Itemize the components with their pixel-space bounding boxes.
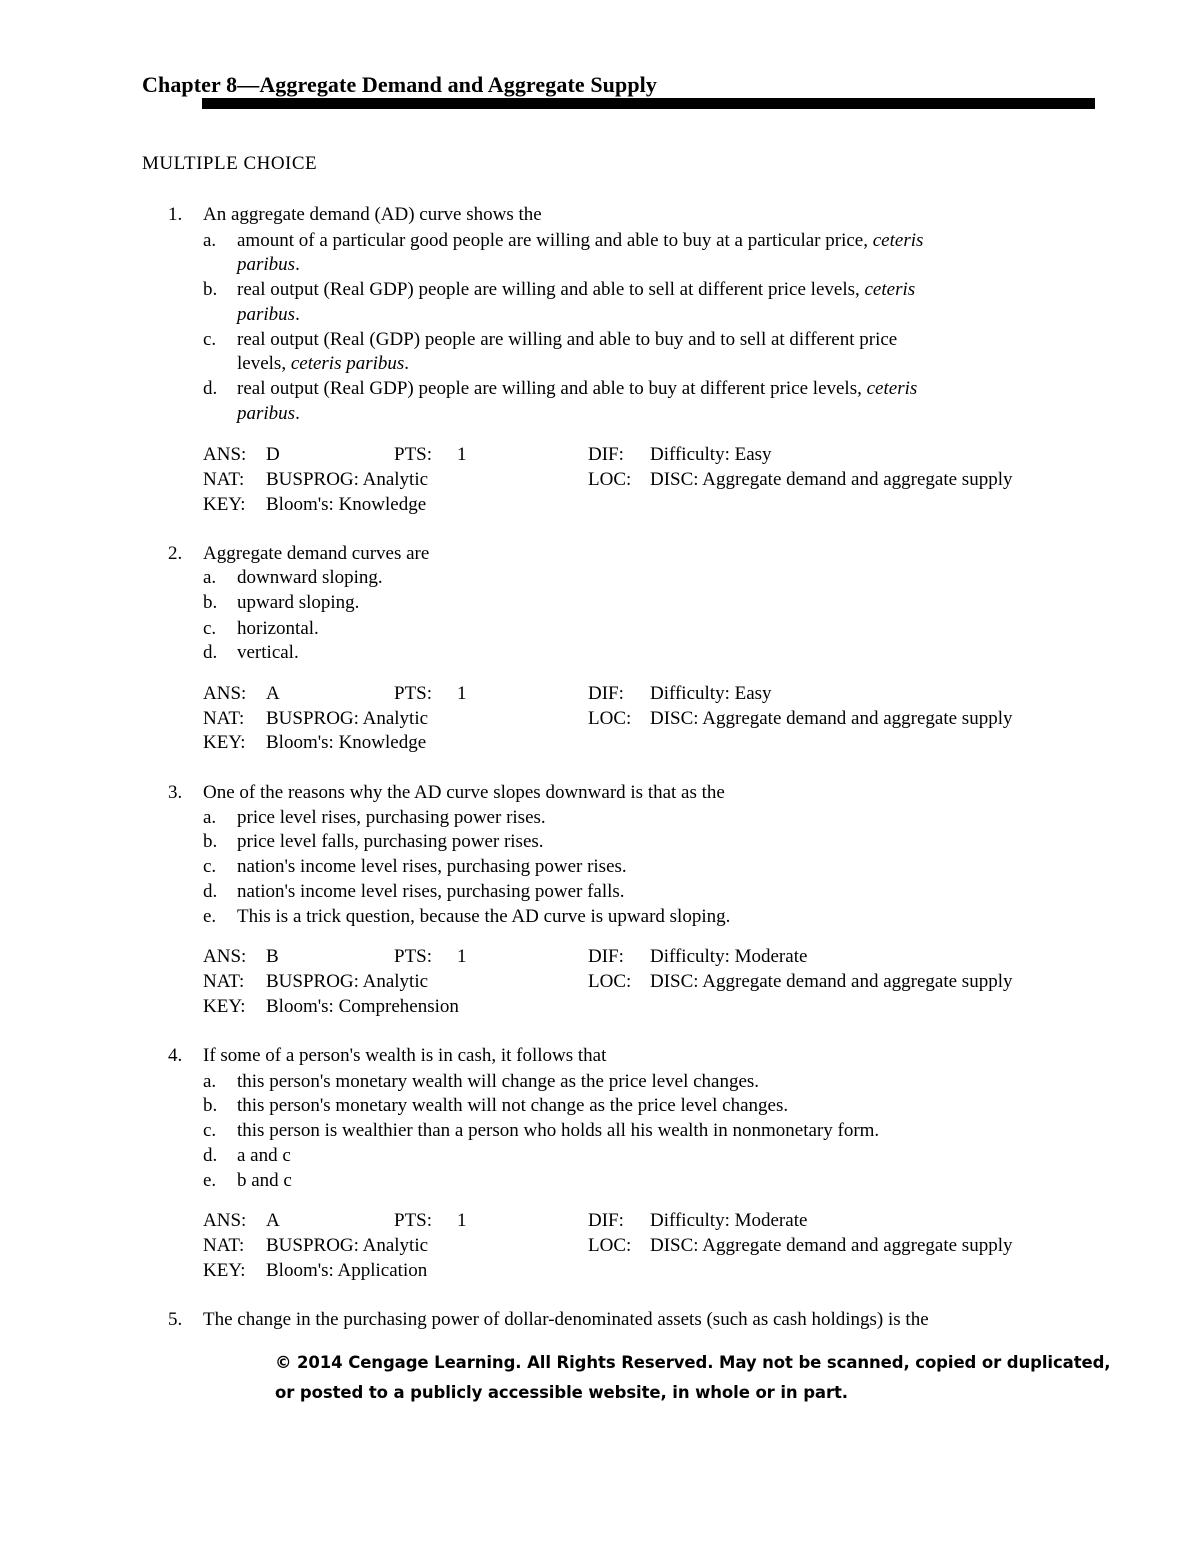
question-number: 3. bbox=[168, 782, 183, 803]
option-letter: b. bbox=[203, 1095, 218, 1116]
key-label: KEY: bbox=[203, 494, 246, 515]
option-letter: b. bbox=[203, 279, 218, 300]
option-text: nation's income level rises, purchasing power falls. bbox=[237, 881, 625, 902]
option-letter: b. bbox=[203, 831, 218, 852]
loc-label: LOC: bbox=[588, 469, 632, 490]
option-text: this person's monetary wealth will change as the price level changes. bbox=[237, 1071, 760, 1092]
option-text: price level rises, purchasing power rises. bbox=[237, 807, 546, 828]
option-text: horizontal. bbox=[237, 618, 319, 639]
nat-label: NAT: bbox=[203, 971, 245, 992]
dif-value: Difficulty: Moderate bbox=[650, 946, 808, 967]
option-letter: c. bbox=[203, 329, 217, 350]
ans-label: ANS: bbox=[203, 946, 247, 967]
question-stem: The change in the purchasing power of dollar-denominated assets (such as cash holdings) is the bbox=[203, 1309, 929, 1330]
question-number: 1. bbox=[168, 204, 183, 225]
question-number: 5. bbox=[168, 1309, 183, 1330]
nat-label: NAT: bbox=[203, 469, 245, 490]
ans-value: A bbox=[266, 683, 280, 704]
loc-label: LOC: bbox=[588, 708, 632, 729]
ans-value: B bbox=[266, 946, 279, 967]
question-stem: An aggregate demand (AD) curve shows the bbox=[203, 204, 542, 225]
option-letter: c. bbox=[203, 1120, 217, 1141]
pts-label: PTS: bbox=[394, 444, 433, 465]
dif-label: DIF: bbox=[588, 1210, 624, 1231]
option-text: real output (Real GDP) people are willing and able to sell at different price levels, ceteris bbox=[237, 279, 916, 300]
option-text: real output (Real (GDP) people are willing and able to buy and to sell at different price bbox=[237, 329, 898, 350]
question-stem: Aggregate demand curves are bbox=[203, 543, 430, 564]
option-letter: d. bbox=[203, 378, 218, 399]
copyright-notice-line-1: © 2014 Cengage Learning. All Rights Reserved. May not be scanned, copied or duplicated, bbox=[275, 1353, 1111, 1372]
key-label: KEY: bbox=[203, 996, 246, 1017]
pts-label: PTS: bbox=[394, 946, 433, 967]
pts-label: PTS: bbox=[394, 683, 433, 704]
dif-value: Difficulty: Easy bbox=[650, 683, 772, 704]
pts-value: 1 bbox=[457, 683, 467, 704]
pts-value: 1 bbox=[457, 1210, 467, 1231]
copyright-notice-line-2: or posted to a publicly accessible website, in whole or in part. bbox=[275, 1383, 848, 1402]
nat-label: NAT: bbox=[203, 708, 245, 729]
ans-label: ANS: bbox=[203, 1210, 247, 1231]
option-text-cont: levels, ceteris paribus. bbox=[237, 353, 410, 374]
option-text: this person is wealthier than a person who holds all his wealth in nonmonetary form. bbox=[237, 1120, 880, 1141]
ans-label: ANS: bbox=[203, 683, 247, 704]
pts-value: 1 bbox=[457, 444, 467, 465]
dif-label: DIF: bbox=[588, 946, 624, 967]
option-letter: a. bbox=[203, 230, 217, 251]
loc-value: DISC: Aggregate demand and aggregate supply bbox=[650, 469, 1013, 490]
pts-value: 1 bbox=[457, 946, 467, 967]
option-letter: c. bbox=[203, 856, 217, 877]
option-text: real output (Real GDP) people are willing and able to buy at different price levels, ceteris bbox=[237, 378, 918, 399]
loc-label: LOC: bbox=[588, 971, 632, 992]
option-letter: a. bbox=[203, 1071, 217, 1092]
option-letter: a. bbox=[203, 807, 217, 828]
question-number: 2. bbox=[168, 543, 183, 564]
option-text: downward sloping. bbox=[237, 567, 383, 588]
dif-value: Difficulty: Moderate bbox=[650, 1210, 808, 1231]
option-text: this person's monetary wealth will not change as the price level changes. bbox=[237, 1095, 789, 1116]
option-text: b and c bbox=[237, 1170, 292, 1191]
option-text: a and c bbox=[237, 1145, 291, 1166]
question-stem: One of the reasons why the AD curve slopes downward is that as the bbox=[203, 782, 725, 803]
nat-value: BUSPROG: Analytic bbox=[266, 1235, 429, 1256]
ans-label: ANS: bbox=[203, 444, 247, 465]
option-letter: d. bbox=[203, 1145, 218, 1166]
dif-label: DIF: bbox=[588, 444, 624, 465]
ans-value: A bbox=[266, 1210, 280, 1231]
question-number: 4. bbox=[168, 1045, 183, 1066]
option-text: upward sloping. bbox=[237, 592, 360, 613]
option-letter: a. bbox=[203, 567, 217, 588]
option-text-cont: paribus. bbox=[237, 254, 300, 275]
option-text: This is a trick question, because the AD curve is upward sloping. bbox=[237, 906, 731, 927]
question-stem: If some of a person's wealth is in cash, it follows that bbox=[203, 1045, 607, 1066]
option-letter: e. bbox=[203, 906, 217, 927]
option-text: vertical. bbox=[237, 642, 299, 663]
chapter-title: Chapter 8—Aggregate Demand and Aggregate Supply bbox=[142, 72, 657, 97]
dif-label: DIF: bbox=[588, 683, 624, 704]
nat-value: BUSPROG: Analytic bbox=[266, 708, 429, 729]
ans-value: D bbox=[266, 444, 280, 465]
option-text-cont: paribus. bbox=[237, 304, 300, 325]
option-letter: c. bbox=[203, 618, 217, 639]
option-text: price level falls, purchasing power rises. bbox=[237, 831, 544, 852]
option-letter: d. bbox=[203, 642, 218, 663]
nat-label: NAT: bbox=[203, 1235, 245, 1256]
key-value: Bloom's: Application bbox=[266, 1260, 428, 1281]
key-value: Bloom's: Knowledge bbox=[266, 732, 427, 753]
loc-label: LOC: bbox=[588, 1235, 632, 1256]
nat-value: BUSPROG: Analytic bbox=[266, 469, 429, 490]
loc-value: DISC: Aggregate demand and aggregate supply bbox=[650, 1235, 1013, 1256]
pts-label: PTS: bbox=[394, 1210, 433, 1231]
key-value: Bloom's: Knowledge bbox=[266, 494, 427, 515]
key-label: KEY: bbox=[203, 732, 246, 753]
title-rule bbox=[202, 98, 1095, 109]
key-value: Bloom's: Comprehension bbox=[266, 996, 459, 1017]
dif-value: Difficulty: Easy bbox=[650, 444, 772, 465]
option-letter: e. bbox=[203, 1170, 217, 1191]
key-label: KEY: bbox=[203, 1260, 246, 1281]
option-letter: d. bbox=[203, 881, 218, 902]
option-letter: b. bbox=[203, 592, 218, 613]
loc-value: DISC: Aggregate demand and aggregate supply bbox=[650, 708, 1013, 729]
loc-value: DISC: Aggregate demand and aggregate supply bbox=[650, 971, 1013, 992]
option-text: nation's income level rises, purchasing power rises. bbox=[237, 856, 627, 877]
option-text-cont: paribus. bbox=[237, 403, 300, 424]
nat-value: BUSPROG: Analytic bbox=[266, 971, 429, 992]
option-text: amount of a particular good people are willing and able to buy at a particular price, ceteris bbox=[237, 230, 924, 251]
section-heading: MULTIPLE CHOICE bbox=[142, 153, 318, 174]
